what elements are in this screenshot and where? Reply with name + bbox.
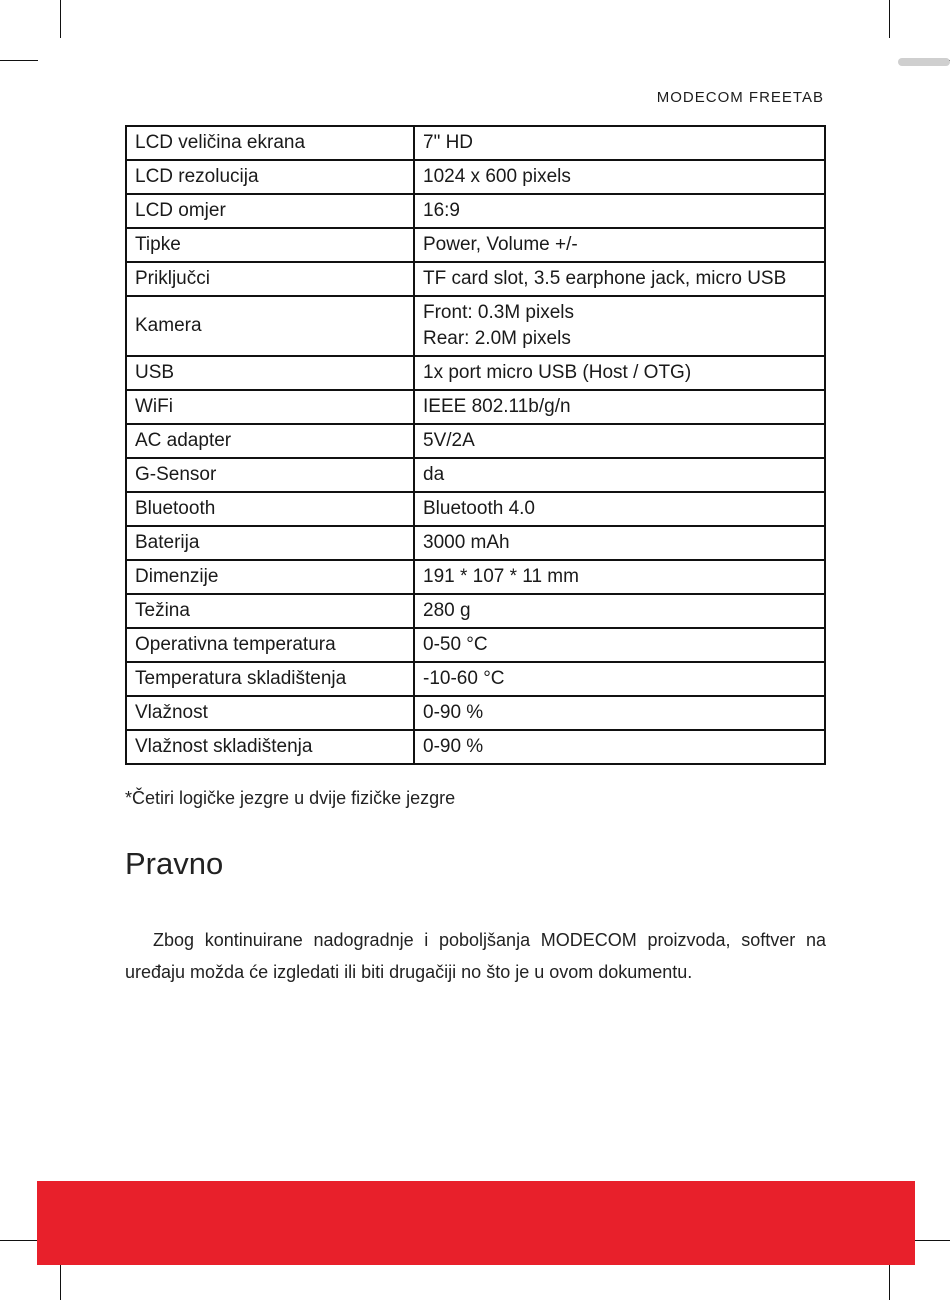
spec-label: Priključci [126,262,414,296]
spec-value: 0-50 °C [414,628,825,662]
spec-value: 1x port micro USB (Host / OTG) [414,356,825,390]
spec-label: Vlažnost [126,696,414,730]
spec-value: 3000 mAh [414,526,825,560]
spec-value: 7" HD [414,126,825,160]
table-row [126,390,825,424]
spec-value: IEEE 802.11b/g/n [414,390,825,424]
footnote: *Četiri logičke jezgre u dvije fizičke jezgre [125,788,456,808]
spec-label: Kamera [126,296,414,356]
table-row [126,526,825,560]
table-row [126,492,825,526]
table-row [126,594,825,628]
spec-value: 16:9 [414,194,825,228]
spec-label: Tipke [126,228,414,262]
spec-value: Power, Volume +/- [414,228,825,262]
spec-label: Težina [126,594,414,628]
table-row [126,356,825,390]
table-row [126,126,825,160]
spec-value: 5V/2A [414,424,825,458]
table-row [126,194,825,228]
table-row [126,628,825,662]
spec-table-body [126,126,825,764]
spec-label: LCD veličina ekrana [126,126,414,160]
table-row [126,296,825,356]
spec-value: Front: 0.3M pixels Rear: 2.0M pixels [414,296,825,356]
crop-mark [889,0,890,38]
spec-label: USB [126,356,414,390]
spec-value: Bluetooth 4.0 [414,492,825,526]
spec-label: LCD omjer [126,194,414,228]
table-row [126,560,825,594]
spec-label: Temperatura skladištenja [126,662,414,696]
table-row [126,696,825,730]
crop-mark [0,1240,38,1241]
table-row [126,662,825,696]
spec-label: LCD rezolucija [126,160,414,194]
crop-mark [60,0,61,38]
section-title: Pravno [125,846,224,881]
table-row [126,730,825,764]
spec-label: Operativna temperatura [126,628,414,662]
crop-mark [889,1262,890,1300]
crop-mark [912,1240,950,1241]
crop-mark [0,60,38,61]
spec-label: AC adapter [126,424,414,458]
spec-label: Bluetooth [126,492,414,526]
spec-value: da [414,458,825,492]
legal-paragraph: Zbog kontinuirane nadogradnje i poboljšanja MODECOM proizvoda, softver na uređaju možda će izgledati ili biti drugačiji no što je u ovom dokumentu. [125,930,826,982]
spec-label: WiFi [126,390,414,424]
spec-value: TF card slot, 3.5 earphone jack, micro USB [414,262,825,296]
spec-label: G-Sensor [126,458,414,492]
table-row [126,160,825,194]
spec-value: 280 g [414,594,825,628]
spec-value: 0-90 % [414,730,825,764]
spec-label: Vlažnost skladištenja [126,730,414,764]
spec-value: 1024 x 600 pixels [414,160,825,194]
table-row [126,458,825,492]
spec-value: 191 * 107 * 11 mm [414,560,825,594]
scan-smudge [898,58,950,66]
spec-table [125,125,826,765]
table-row [126,424,825,458]
table-row [126,262,825,296]
spec-label: Baterija [126,526,414,560]
header-brand: MODECOM FREETAB [656,89,824,106]
footer-bar [37,1181,915,1265]
table-row [126,228,825,262]
crop-mark [60,1262,61,1300]
spec-value: 0-90 % [414,696,825,730]
spec-label: Dimenzije [126,560,414,594]
spec-value: -10-60 °C [414,662,825,696]
